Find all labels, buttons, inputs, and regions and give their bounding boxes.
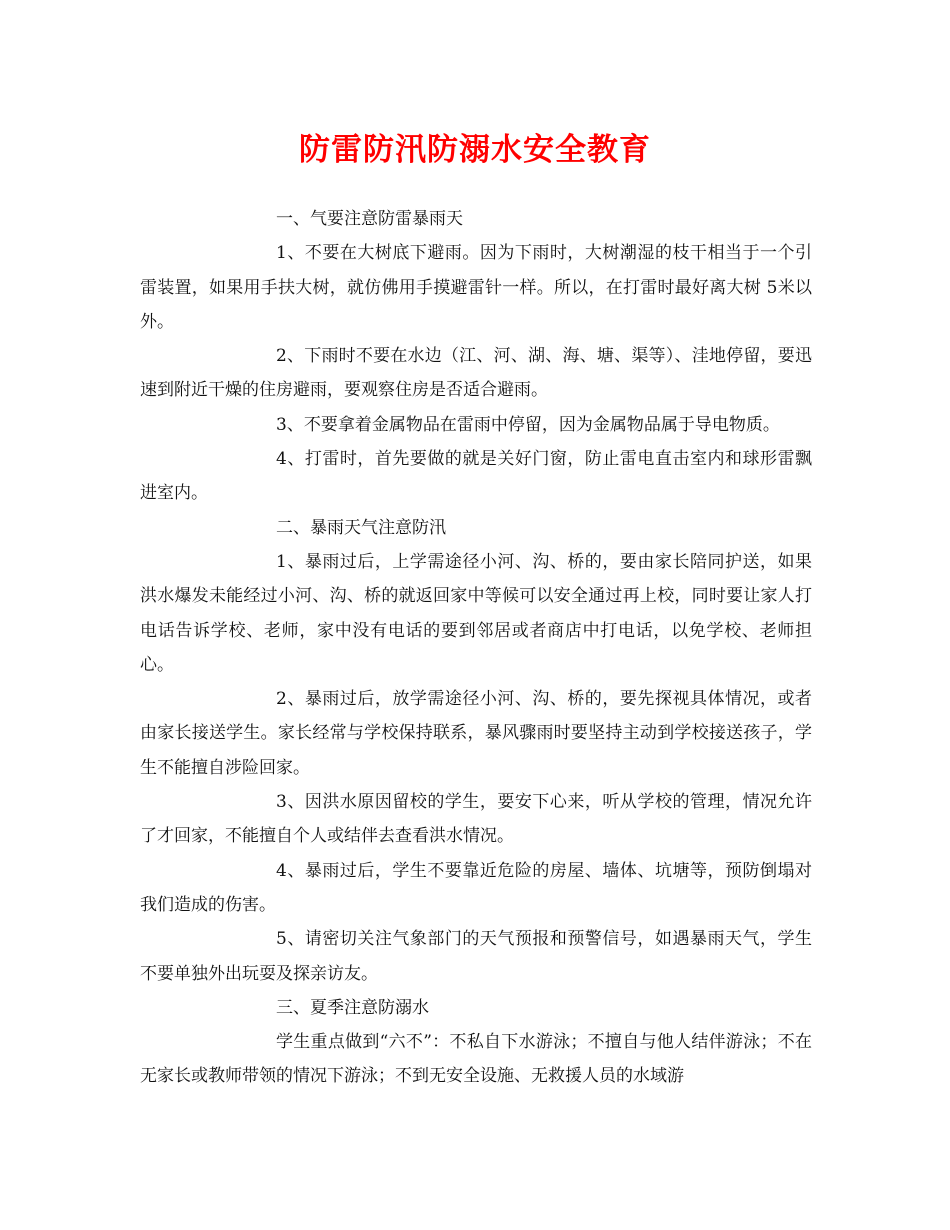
paragraph: 2、下雨时不要在水边（江、河、湖、海、塘、渠等）、洼地停留，要迅速到附近干燥的住房避雨，要观察住房是否适合避雨。 bbox=[140, 346, 812, 401]
paragraph: 3、不要拿着金属物品在雷雨中停留，因为金属物品属于导电物质。 bbox=[276, 414, 780, 435]
paragraph: 1、不要在大树底下避雨。因为下雨时，大树潮湿的枝干相当于一个引雷装置，如果用手扶大树，就仿佛用手摸避雷针一样。所以，在打雷时最好离大树 5米以外。 bbox=[140, 243, 812, 332]
paragraph: 5、请密切关注气象部门的天气预报和预警信号，如遇暴雨天气，学生不要单独外出玩耍及探亲访友。 bbox=[140, 929, 812, 984]
section-heading-lightning: 一、气要注意防雷暴雨天 bbox=[276, 209, 463, 229]
paragraph: 4、打雷时，首先要做的就是关好门窗，防止雷电直击室内和球形雷飘进室内。 bbox=[140, 449, 812, 504]
paragraph: 学生重点做到“六不”：不私自下水游泳；不擅自与他人结伴游泳；不在无家长或教师带领的情况下游泳；不到无安全设施、无救援人员的水域游 bbox=[140, 1032, 812, 1087]
section-heading-drowning: 三、夏季注意防溺水 bbox=[276, 997, 429, 1018]
paragraph: 2、暴雨过后，放学需途径小河、沟、桥的，要先探视具体情况，或者由家长接送学生。家长经常与学校保持联系，暴风骤雨时要坚持主动到学校接送孩子，学生不能擅自涉险回家。 bbox=[140, 689, 812, 778]
paragraph: 3、因洪水原因留校的学生，要安下心来，听从学校的管理，情况允许了才回家，不能擅自个人或结伴去查看洪水情况。 bbox=[140, 792, 812, 847]
document-body bbox=[140, 202, 812, 1094]
section-heading-flood: 二、暴雨天气注意防汛 bbox=[276, 517, 446, 538]
paragraph: 1、暴雨过后，上学需途径小河、沟、桥的，要由家长陪同护送，如果洪水爆发未能经过小河、沟、桥的就返回家中等候可以安全通过再上校，同时要让家人打电话告诉学校、老师，家中没有电话的要到邻居或者商店中打电话，以免学校、老师担心。 bbox=[140, 551, 812, 675]
paragraph: 4、暴雨过后，学生不要靠近危险的房屋、墙体、坑塘等，预防倒塌对我们造成的伤害。 bbox=[140, 860, 812, 915]
document-title: 防雷防汛防溺水安全教育 bbox=[299, 132, 651, 168]
